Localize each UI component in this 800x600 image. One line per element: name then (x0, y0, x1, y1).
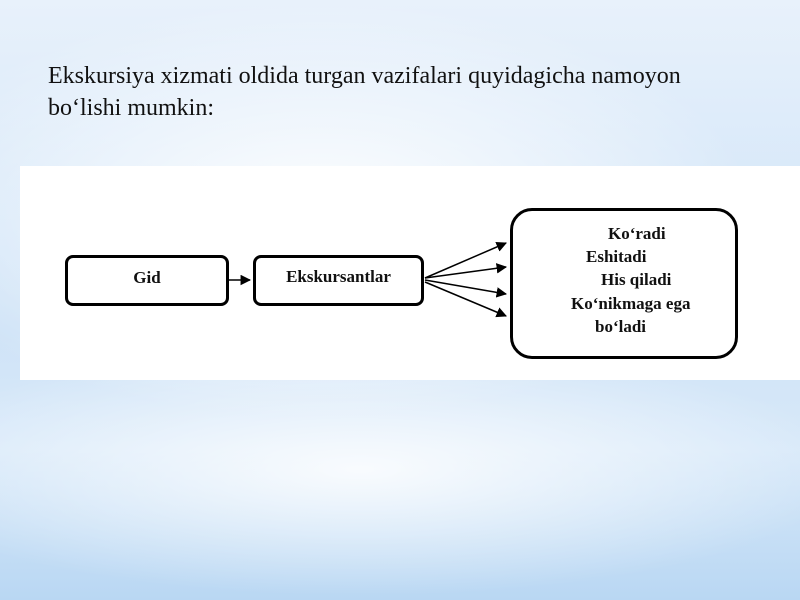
node-ekskursantlar (253, 255, 424, 306)
slide-title-line-2: bo‘lishi mumkin: (48, 95, 215, 121)
diagram-panel (20, 166, 800, 380)
slide-title (48, 60, 768, 124)
result-line-koradi: Ko‘radi (608, 224, 666, 243)
node-gid (65, 255, 229, 306)
node-ekskursantlar-label: Ekskursantlar (286, 267, 391, 286)
result-line-konikmaga-ega: Ko‘nikmaga ega (571, 294, 691, 313)
node-gid-label: Gid (133, 268, 161, 287)
node-results (510, 208, 738, 359)
result-line-eshitadi: Eshitadi (586, 247, 647, 266)
result-line-boladi: bo‘ladi (595, 317, 647, 336)
result-line-his-qiladi: His qiladi (601, 270, 672, 289)
slide-title-line-1: Ekskursiya xizmati oldida turgan vazifalari quyidagicha namoyon (48, 63, 681, 89)
